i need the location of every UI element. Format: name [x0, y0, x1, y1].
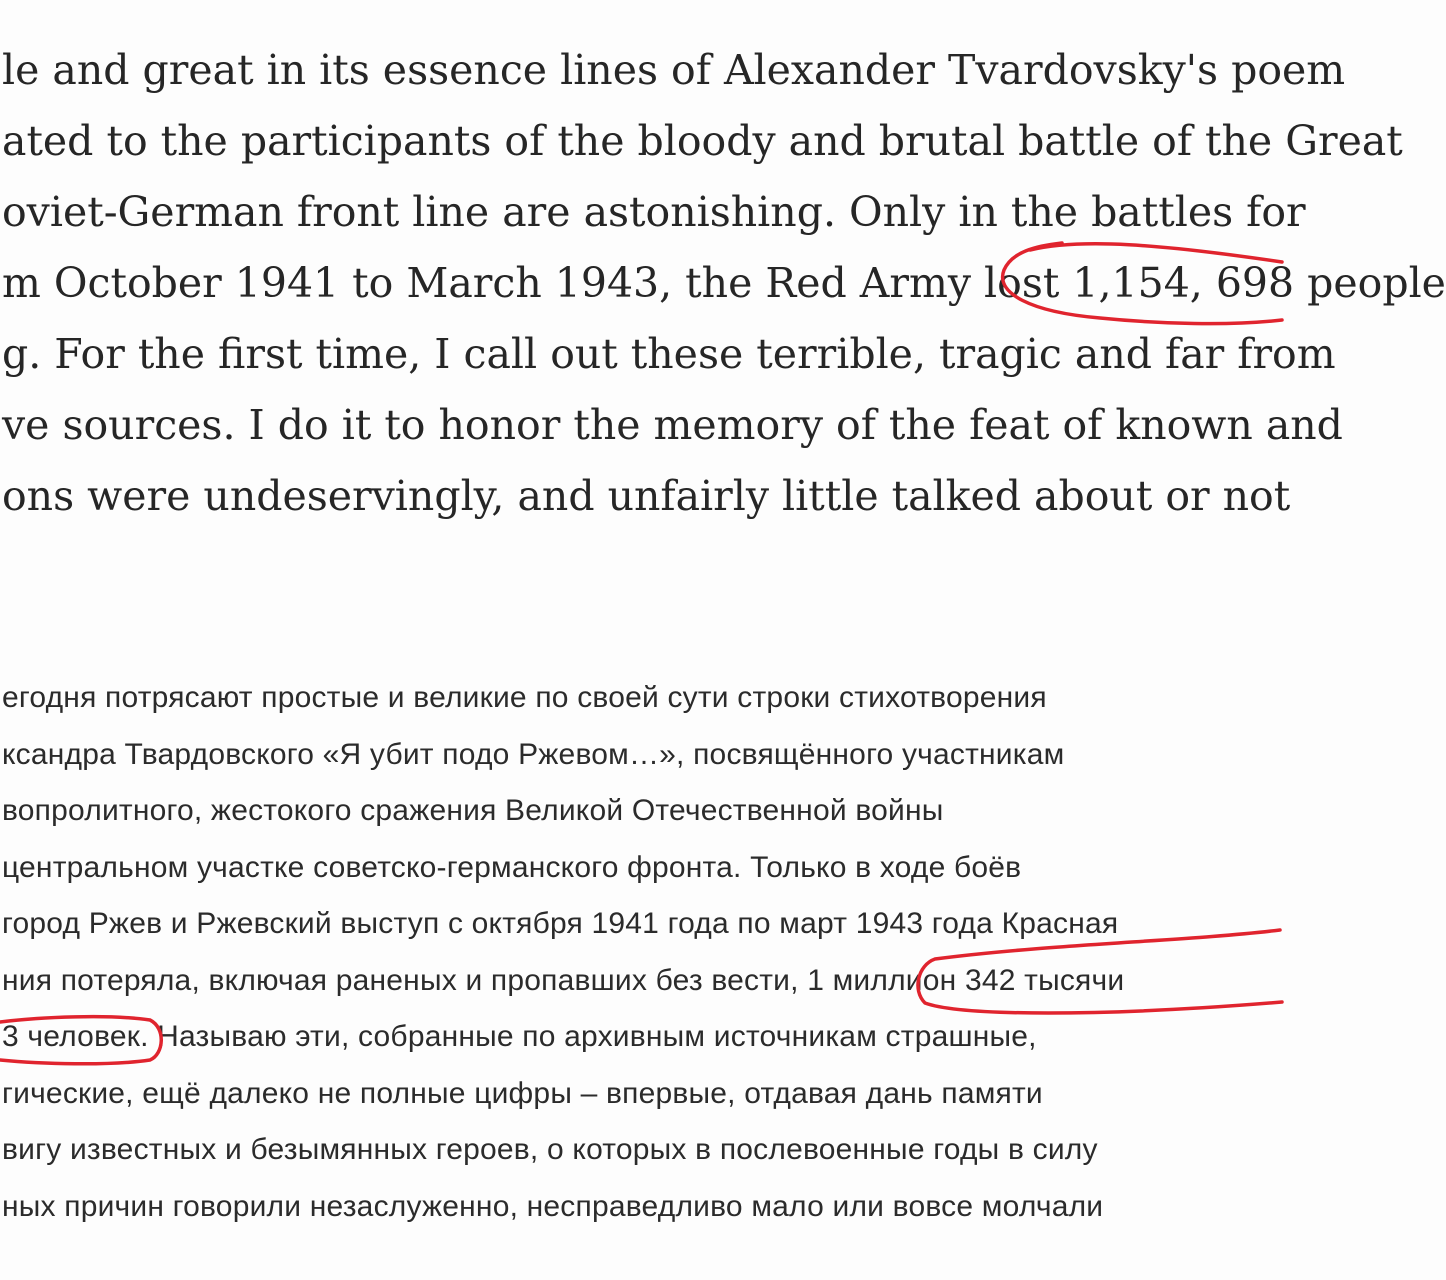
- russian-line-3: вопролитного, жестокого сражения Великой Отечественной войны: [2, 794, 944, 827]
- english-line-2: ated to the participants of the bloody and brutal battle of the Great: [2, 117, 1403, 165]
- russian-line-5: город Ржев и Ржевский выступ с октября 1941 года по март 1943 года Красная: [2, 907, 1119, 940]
- russian-line-1: егодня потрясают простые и великие по своей сути строки стихотворения: [2, 681, 1047, 714]
- english-line-3: oviet-German front line are astonishing. Only in the battles for: [2, 188, 1306, 236]
- russian-line-4: центральном участке советско-германского фронта. Только в ходе боёв: [2, 851, 1022, 884]
- russian-line-8: гические, ещё далеко не полные цифры – впервые, отдавая дань памяти: [2, 1077, 1043, 1110]
- russian-line-2: ксандра Твардовского «Я убит подо Ржевом…», посвящённого участникам: [2, 738, 1065, 771]
- english-line-6: ve sources. I do it to honor the memory of the feat of known and: [2, 401, 1343, 449]
- english-line-7: ons were undeservingly, and unfairly little talked about or not: [2, 472, 1291, 520]
- russian-line-6: ния потеряла, включая раненых и пропавших без вести, 1 миллион 342 тысячи: [2, 964, 1125, 997]
- english-line-1: le and great in its essence lines of Alexander Tvardovsky's poem: [2, 46, 1346, 94]
- russian-line-10: ных причин говорили незаслуженно, несправедливо мало или вовсе молчали: [2, 1190, 1104, 1223]
- english-line-5: g. For the first time, I call out these terrible, tragic and far from: [2, 330, 1336, 378]
- english-line-4: m October 1941 to March 1943, the Red Army lost 1,154, 698 people: [2, 259, 1446, 307]
- russian-line-7: 3 человек. Называю эти, собранные по архивным источникам страшные,: [2, 1020, 1037, 1053]
- russian-line-9: вигу известных и безымянных героев, о которых в послевоенные годы в силу: [2, 1133, 1098, 1166]
